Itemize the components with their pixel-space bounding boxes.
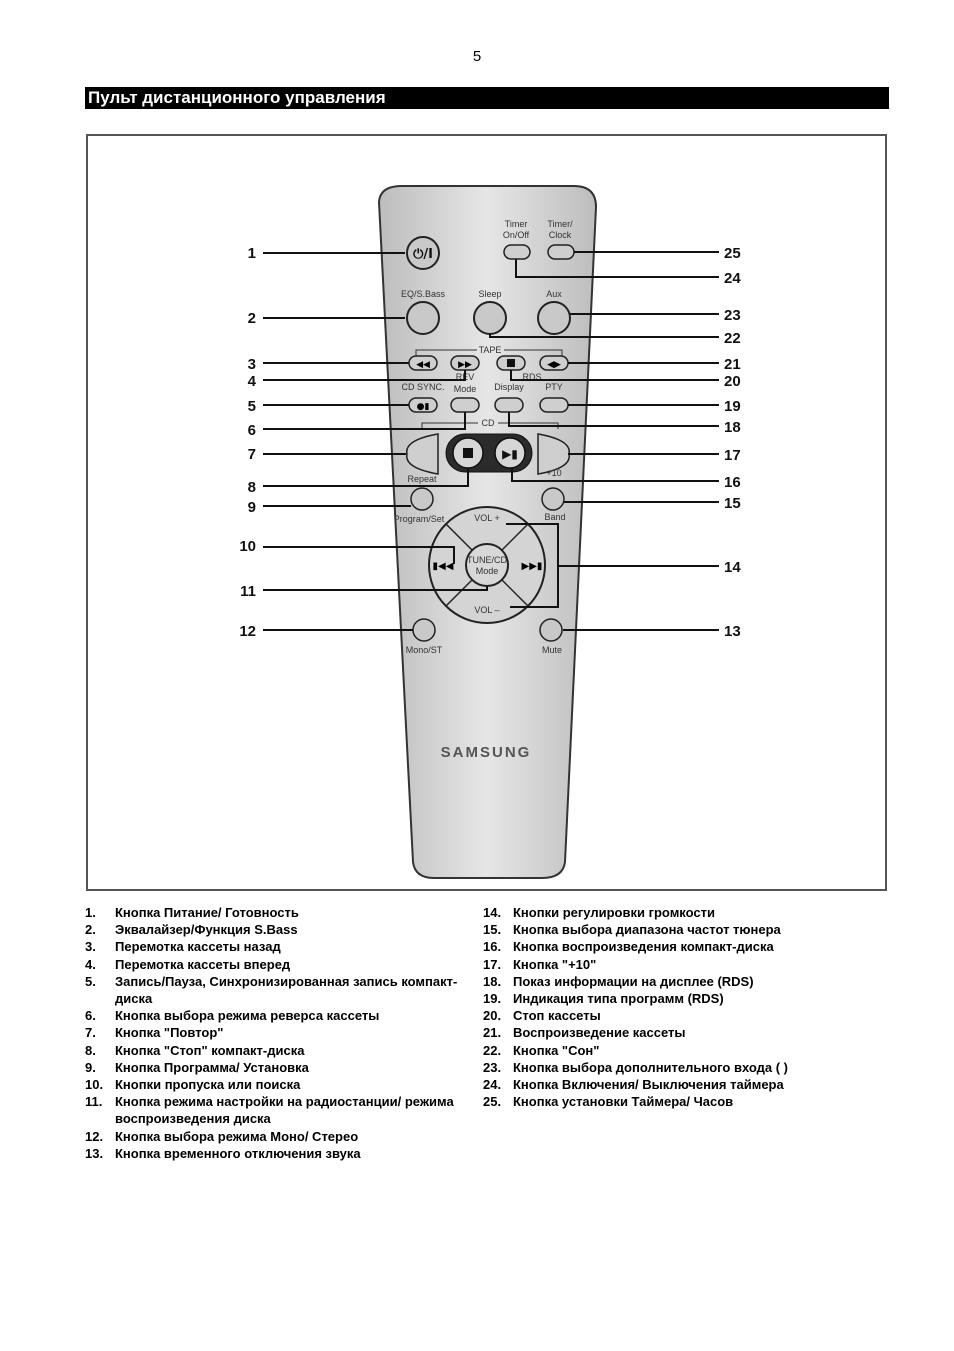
callout-25: 25 — [724, 245, 741, 262]
tape-stop-button[interactable] — [497, 356, 525, 370]
legend-item-number: 15. — [483, 922, 502, 938]
legend-item — [85, 921, 465, 938]
timer-clock-button[interactable] — [548, 245, 574, 259]
legend-item-number: 22. — [483, 1042, 502, 1058]
legend-item-text: Воспроизведение кассеты — [513, 1025, 686, 1041]
callout-1: 1 — [247, 245, 256, 262]
legend-item — [85, 1145, 465, 1162]
remote-figure — [86, 134, 887, 891]
legend-item-text: Кнопка "+10" — [513, 956, 597, 972]
callout-2: 2 — [247, 310, 256, 327]
legend-item-text: Кнопка выбора дополнительного входа ( ) — [513, 1059, 789, 1075]
rev-label: REV — [455, 372, 475, 382]
skip-back-icon[interactable]: ▮◀◀ — [432, 561, 454, 572]
legend-item-text: Запись/Пауза, Синхронизированная запись компакт-диска — [115, 973, 458, 1007]
callout-3: 3 — [247, 356, 256, 373]
legend-item — [483, 973, 883, 990]
timer-clock-label-1: Timer/ — [547, 219, 573, 229]
forward-icon: ▶▶ — [458, 360, 472, 370]
legend-item — [483, 1042, 883, 1059]
legend-item-number: 7. — [85, 1025, 96, 1041]
legend-item-number: 5. — [85, 973, 96, 989]
skip-forward-icon[interactable]: ▶▶▮ — [521, 561, 543, 572]
callout-15: 15 — [724, 495, 741, 512]
program-set-label: Program/Set — [393, 514, 445, 524]
cd-stop-button[interactable] — [453, 438, 483, 468]
legend-item-text: Кнопка режима настройки на радиостанции/ режима воспроизведения диска — [115, 1094, 454, 1127]
legend-item-number: 19. — [483, 991, 502, 1007]
sleep-label: Sleep — [478, 289, 502, 299]
program-set-button[interactable] — [411, 488, 433, 510]
callout-18: 18 — [724, 419, 741, 436]
callout-7: 7 — [247, 446, 256, 463]
rds-label: RDS — [522, 372, 542, 382]
legend-item-number: 4. — [85, 956, 96, 972]
callout-14: 14 — [724, 559, 741, 576]
legend-item — [85, 973, 465, 1007]
callout-10: 10 — [239, 538, 256, 555]
vol-minus-button[interactable]: VOL – — [474, 605, 500, 615]
tape-play-button[interactable] — [540, 356, 568, 370]
aux-button[interactable] — [538, 302, 570, 334]
callout-20: 20 — [724, 373, 741, 390]
mode-label: Mode — [453, 384, 477, 394]
legend-item — [85, 1042, 465, 1059]
timer-on-off-label-2: On/Off — [502, 230, 530, 240]
stop-icon — [507, 359, 515, 367]
legend-item — [483, 1024, 883, 1041]
legend-item-text: Кнопка временного отключения звука — [115, 1145, 361, 1161]
legend-item-number: 17. — [483, 956, 502, 972]
callout-19: 19 — [724, 398, 741, 415]
cd-play-pause-button[interactable] — [495, 438, 525, 468]
legend-item-number: 10. — [85, 1077, 104, 1093]
callout-9: 9 — [247, 499, 256, 516]
legend-item-text: Кнопка "Повтор" — [115, 1025, 224, 1041]
legend-list-left — [85, 904, 465, 1162]
tune-label-2: Mode — [475, 566, 499, 576]
legend-item — [85, 1024, 465, 1041]
legend-item-text: Показ информации на дисплее (RDS) — [513, 973, 754, 989]
legend-item-number: 20. — [483, 1008, 502, 1024]
callout-11: 11 — [240, 583, 256, 600]
pty-button[interactable] — [540, 398, 568, 412]
mono-st-button[interactable] — [413, 619, 435, 641]
legend-item — [483, 1007, 883, 1024]
legend-item-text: Кнопка Питание/ Готовность — [115, 905, 299, 920]
legend-item-text: Кнопка "Стоп" компакт-диска — [115, 1042, 305, 1058]
record-pause-icon: ●▮ — [416, 402, 430, 412]
eq-sbass-button[interactable] — [407, 302, 439, 334]
tune-label-1: TUNE/CD — [467, 555, 507, 565]
mute-button[interactable] — [540, 619, 562, 641]
legend-item-number: 13. — [85, 1145, 104, 1161]
power-icon: ⏻/I — [413, 247, 433, 262]
play-pause-icon: ▶▮ — [502, 447, 518, 461]
play-reverse-icon: ◀▶ — [547, 360, 561, 370]
legend-item-number: 1. — [85, 905, 96, 920]
legend-item — [85, 1007, 465, 1024]
mono-st-label: Mono/ST — [405, 645, 443, 655]
tune-cd-mode-button[interactable] — [466, 544, 508, 586]
timer-clock-label-2: Clock — [548, 230, 572, 240]
legend-item — [85, 1059, 465, 1076]
legend-item-text: Кнопка "Сон" — [513, 1042, 600, 1058]
legend-item — [85, 938, 465, 955]
callout-5: 5 — [247, 398, 256, 415]
callout-6: 6 — [247, 422, 256, 439]
callout-22: 22 — [724, 330, 741, 347]
legend-item-text: Кнопка Программа/ Установка — [115, 1059, 309, 1075]
legend-item-number: 23. — [483, 1059, 502, 1075]
callout-24: 24 — [724, 270, 741, 287]
legend-item-text: Кнопка выбора режима Моно/ Стерео — [115, 1128, 359, 1144]
legend-item — [85, 1076, 465, 1093]
legend-item-number: 12. — [85, 1128, 104, 1144]
sleep-button[interactable] — [474, 302, 506, 334]
legend-item — [85, 1128, 465, 1145]
legend-item — [85, 956, 465, 973]
plus10-label: +10 — [546, 468, 562, 478]
legend-item-text: Стоп кассеты — [513, 1008, 601, 1024]
aux-label: Aux — [546, 289, 562, 299]
legend-item-number: 6. — [85, 1008, 96, 1024]
section-header — [85, 87, 889, 109]
legend-item-number: 24. — [483, 1077, 502, 1093]
legend-item-text: Кнопка выбора режима реверса кассеты — [115, 1008, 380, 1024]
callout-12: 12 — [239, 623, 256, 640]
section-title: Пульт дистанционного управления — [88, 88, 386, 107]
band-button[interactable] — [542, 488, 564, 510]
legend-item — [483, 1076, 883, 1093]
repeat-label: Repeat — [407, 474, 437, 484]
legend-item — [483, 1059, 883, 1076]
rewind-icon: ◀◀ — [416, 360, 430, 370]
timer-on-off-button[interactable] — [504, 245, 530, 259]
callout-4: 4 — [247, 373, 256, 390]
tape-rewind-button[interactable] — [409, 356, 437, 370]
legend-item-text: Эквалайзер/Функция S.Bass — [115, 922, 298, 938]
legend-item-text: Кнопка установки Таймера/ Часов — [513, 1094, 734, 1110]
legend-item-text: Кнопки пропуска или поиска — [115, 1077, 301, 1093]
legend-item-number: 14. — [483, 905, 502, 920]
legend-list-right — [483, 904, 883, 1110]
legend-item-number: 21. — [483, 1025, 502, 1041]
legend-item-text: Кнопка воспроизведения компакт-диска — [513, 939, 774, 955]
callout-16: 16 — [724, 474, 741, 491]
legend-item-number: 18. — [483, 973, 502, 989]
legend-item — [483, 1093, 883, 1110]
cd-label: CD — [481, 418, 495, 428]
cd-sync-label: CD SYNC. — [401, 382, 445, 392]
legend-item — [483, 956, 883, 973]
callout-8: 8 — [247, 479, 256, 496]
legend-item-text: Кнопки регулировки громкости — [513, 905, 716, 920]
legend-item — [483, 904, 883, 921]
display-button[interactable] — [495, 398, 523, 412]
vol-plus-button[interactable]: VOL + — [474, 513, 500, 523]
legend-item-text: Кнопка выбора диапазона частот тюнера — [513, 922, 781, 938]
callout-17: 17 — [724, 447, 741, 464]
legend-item-number: 8. — [85, 1042, 96, 1058]
legend-item-text: Индикация типа программ (RDS) — [513, 991, 724, 1007]
legend-item-number: 3. — [85, 939, 96, 955]
tape-label: TAPE — [478, 345, 502, 355]
legend-item-number: 11. — [85, 1094, 103, 1110]
display-label: Display — [494, 382, 524, 392]
legend-item-number: 16. — [483, 939, 502, 955]
mode-button[interactable] — [451, 398, 479, 412]
legend-item — [483, 921, 883, 938]
callout-21: 21 — [724, 356, 741, 373]
pty-label: PTY — [545, 382, 563, 392]
legend-item — [85, 1093, 465, 1127]
timer-on-off-label-1: Timer — [504, 219, 528, 229]
legend-item — [483, 990, 883, 1007]
legend-item-text: Перемотка кассеты вперед — [115, 956, 291, 972]
callout-13: 13 — [724, 623, 741, 640]
legend-item-number: 9. — [85, 1059, 96, 1075]
legend-item-number: 2. — [85, 922, 96, 938]
eq-label: EQ/S.Bass — [400, 289, 446, 299]
legend-item — [85, 904, 465, 921]
mute-label: Mute — [541, 645, 563, 655]
power-button[interactable] — [407, 237, 439, 269]
band-label: Band — [544, 512, 566, 522]
brand-logo: SAMSUNG — [440, 744, 532, 761]
legend-item — [483, 938, 883, 955]
callout-23: 23 — [724, 307, 741, 324]
tape-forward-button[interactable] — [451, 356, 479, 370]
cd-sync-button[interactable] — [409, 398, 437, 412]
stop-icon — [463, 448, 473, 458]
legend-item-text: Кнопка Включения/ Выключения таймера — [513, 1077, 784, 1093]
legend-item-number: 25. — [483, 1094, 502, 1110]
page-number: 5 — [472, 48, 482, 65]
legend-item-text: Перемотка кассеты назад — [115, 939, 281, 955]
remote-diagram — [88, 136, 885, 889]
